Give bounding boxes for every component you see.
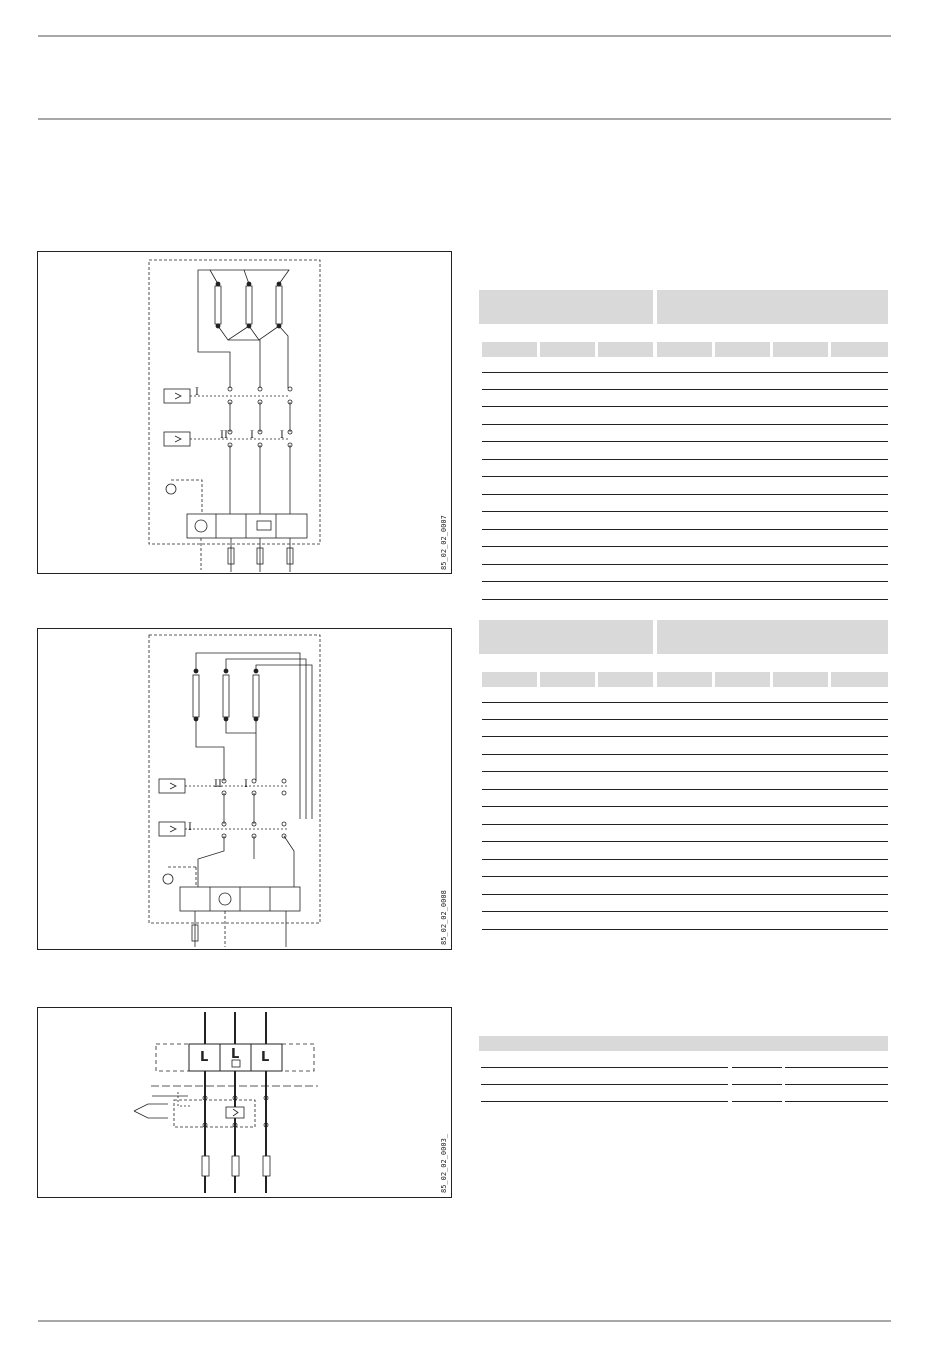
subheader-cell (598, 342, 653, 357)
table-row (785, 1067, 888, 1068)
table-row (482, 424, 888, 425)
figure-code: 85_02_02_0003_ (440, 1133, 448, 1193)
table-header-right (657, 620, 888, 654)
header-rule (38, 118, 891, 120)
table-row (482, 911, 888, 912)
table-row (482, 529, 888, 530)
subheader-cell (831, 342, 888, 357)
table-row (482, 876, 888, 877)
table-row (482, 581, 888, 582)
terminal-l3-label: L (261, 1050, 270, 1065)
switch-2c-label: I (280, 430, 284, 441)
table-row (482, 789, 888, 790)
table-row (481, 1101, 728, 1102)
table-header (479, 1036, 888, 1051)
table-row (482, 736, 888, 737)
table-row (481, 1084, 728, 1085)
table-row (785, 1084, 888, 1085)
wiring-diagram-1 (37, 251, 452, 574)
table-row (482, 389, 888, 390)
figure-code: 85_02_02_0008 (440, 890, 448, 945)
switch-2a-label: II (220, 430, 228, 441)
switch-1b-label: I (244, 779, 248, 790)
wiring-diagram-3 (37, 1007, 452, 1198)
terminal-l1-label: L (200, 1050, 209, 1065)
table-row (482, 771, 888, 772)
subheader-cell (657, 342, 712, 357)
data-table-3 (479, 1036, 888, 1106)
table-row (482, 459, 888, 460)
table-header-right (657, 290, 888, 324)
table-row (482, 894, 888, 895)
figure-code: 85_02_02_0007 (440, 515, 448, 570)
top-rule (38, 35, 891, 37)
table-row (482, 859, 888, 860)
table-row (732, 1101, 782, 1102)
table-row (482, 719, 888, 720)
table-row (732, 1084, 782, 1085)
subheader-cell (715, 672, 770, 687)
subheader-cell (482, 342, 537, 357)
wiring-diagram-1-svg (38, 252, 451, 573)
table-row (482, 599, 888, 600)
table-header-left (479, 620, 653, 654)
terminal-l2-label: L (231, 1047, 240, 1062)
table-row (482, 806, 888, 807)
switch-2-label: I (188, 822, 192, 833)
footer-rule (38, 1320, 891, 1322)
table-row (482, 441, 888, 442)
wiring-diagram-3-svg (38, 1008, 451, 1197)
data-table-1 (479, 290, 888, 602)
subheader-cell (540, 672, 595, 687)
table-row (482, 511, 888, 512)
switch-1a-label: II (214, 779, 222, 790)
table-row (482, 476, 888, 477)
subheader-cell (598, 672, 653, 687)
subheader-cell (715, 342, 770, 357)
switch-2b-label: I (250, 430, 254, 441)
table-row (785, 1101, 888, 1102)
subheader-cell (657, 672, 712, 687)
table-row (482, 564, 888, 565)
table-row (482, 754, 888, 755)
switch-1-label: I (195, 387, 199, 398)
table-header-left (479, 290, 653, 324)
subheader-cell (831, 672, 888, 687)
table-row (482, 702, 888, 703)
table-row (482, 841, 888, 842)
data-table-2 (479, 620, 888, 932)
table-row (481, 1067, 728, 1068)
wiring-diagram-2 (37, 628, 452, 950)
subheader-cell (540, 342, 595, 357)
table-row (482, 372, 888, 373)
subheader-cell (773, 342, 828, 357)
subheader-cell (773, 672, 828, 687)
table-row (482, 929, 888, 930)
wiring-diagram-2-svg (38, 629, 451, 949)
table-row (482, 494, 888, 495)
subheader-cell (482, 672, 537, 687)
table-row (482, 824, 888, 825)
table-row (482, 546, 888, 547)
table-row (732, 1067, 782, 1068)
table-row (482, 406, 888, 407)
